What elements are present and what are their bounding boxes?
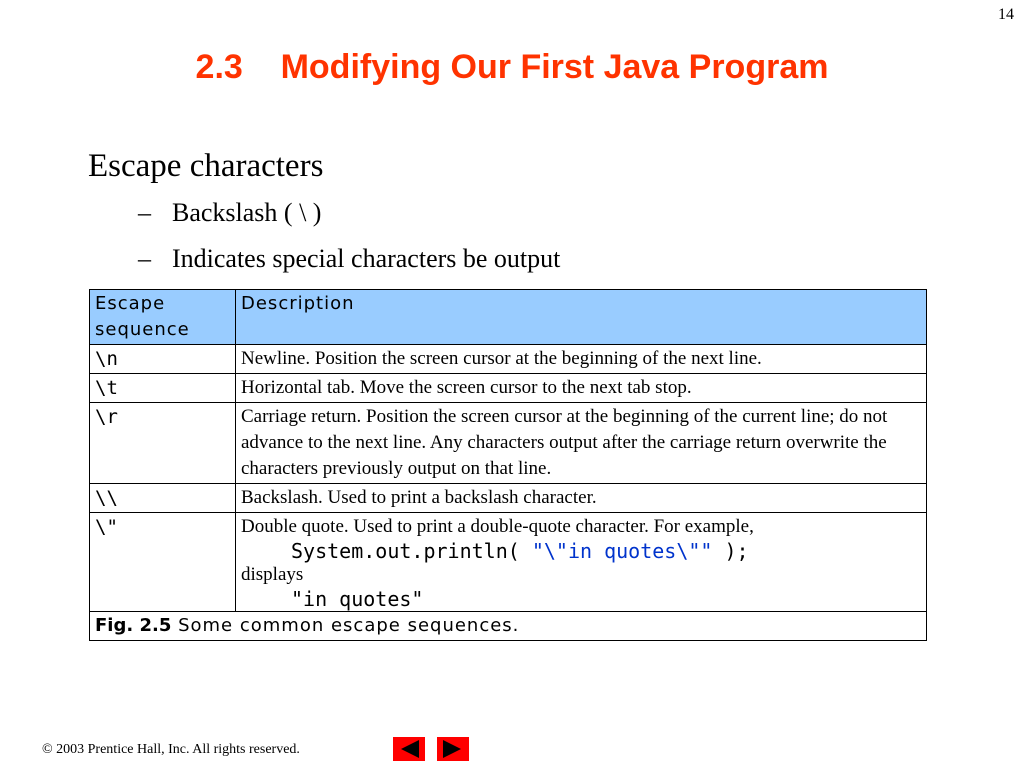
triangle-right-icon xyxy=(437,737,469,761)
description-cell: Horizontal tab. Move the screen cursor to the next tab stop. xyxy=(236,374,927,403)
escape-seq-cell: \\ xyxy=(90,484,236,513)
escape-seq-cell: \t xyxy=(90,374,236,403)
code-suffix: ); xyxy=(712,539,749,563)
page-number: 14 xyxy=(998,6,1014,23)
code-string: "\"in quotes\"" xyxy=(531,539,713,563)
code-example xyxy=(241,540,921,562)
triangle-left-icon xyxy=(393,737,425,761)
table-row xyxy=(90,484,927,513)
escape-seq-cell: \r xyxy=(90,403,236,484)
description-cell: Backslash. Used to print a backslash character. xyxy=(236,484,927,513)
header-description: Description xyxy=(236,290,927,345)
bullet-dash: – xyxy=(138,198,151,227)
code-prefix: System.out.println( xyxy=(291,539,532,563)
copyright-footer: © 2003 Prentice Hall, Inc. All rights reserved. xyxy=(42,742,300,757)
table-row xyxy=(90,345,927,374)
escape-seq-cell: \n xyxy=(90,345,236,374)
main-bullet: Escape characters xyxy=(88,148,324,184)
table-caption-row xyxy=(90,612,927,641)
displays-text: displays xyxy=(241,564,304,585)
description-cell: Carriage return. Position the screen cursor at the beginning of the current line; do not advance to the next line. Any characters output after the carriage return overwrite the characters previously output on that line. xyxy=(236,403,927,484)
sub-bullet-2 xyxy=(138,244,560,274)
table-caption xyxy=(90,612,927,641)
sub-bullet-text: Backslash ( \ ) xyxy=(172,198,322,227)
code-output: "in quotes" xyxy=(291,587,424,611)
table-row xyxy=(90,403,927,484)
table-row xyxy=(90,374,927,403)
header-escape-sequence: Escape sequence xyxy=(90,290,236,345)
slide-title: 2.3 Modifying Our First Java Program xyxy=(195,48,829,86)
next-slide-button[interactable] xyxy=(437,737,469,761)
caption-label: Fig. 2.5 xyxy=(95,615,172,636)
escape-seq-cell: \" xyxy=(90,513,236,612)
escape-sequence-table xyxy=(89,289,927,641)
table-header-row xyxy=(90,290,927,345)
sub-bullet-1 xyxy=(138,198,321,228)
caption-text: Some common escape sequences. xyxy=(178,615,520,636)
bullet-dash: – xyxy=(138,244,151,273)
table-row xyxy=(90,513,927,612)
description-cell: Newline. Position the screen cursor at the beginning of the next line. xyxy=(236,345,927,374)
description-cell xyxy=(236,513,927,612)
previous-slide-button[interactable] xyxy=(393,737,425,761)
sub-bullet-text: Indicates special characters be output xyxy=(172,244,561,273)
description-text: Double quote. Used to print a double-quote character. For example, xyxy=(241,516,754,537)
